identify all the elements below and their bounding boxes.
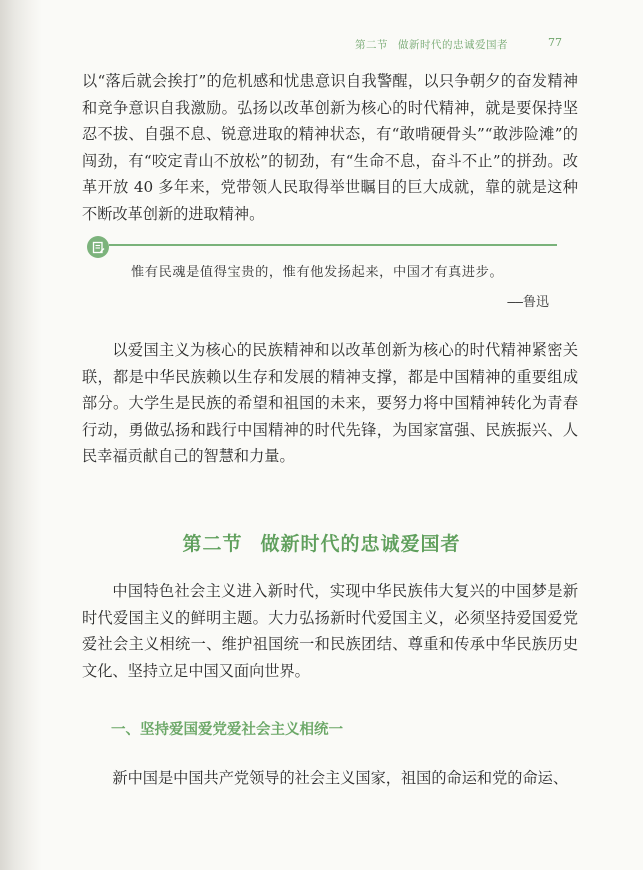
body-paragraph-3: 中国特色社会主义进入新时代，实现中华民族伟大复兴的中国梦是新时代爱国主义的鲜明主题。大力弘扬新时代爱国主义，必须坚持爱国爱党爱社会主义相统一、维护祖国统一和民族团结、尊重和传承中华民族历史文化、坚持立足中国又面向世界。 <box>82 582 578 680</box>
page-number: 77 <box>548 36 562 49</box>
subsection-title: 一、坚持爱国爱党爱社会主义相统一 <box>111 722 343 738</box>
section-number: 第二节 <box>182 533 243 555</box>
running-header <box>355 37 508 52</box>
quote-box <box>87 236 557 316</box>
quote-rule <box>109 244 557 246</box>
note-icon <box>87 236 109 258</box>
section-title-text: 做新时代的忠诚爱国者 <box>260 533 461 555</box>
body-paragraph-4: 新中国是中国共产党领导的社会主义国家，祖国的命运和党的命运、 <box>112 769 569 787</box>
running-header-title: 做新时代的忠诚爱国者 <box>398 39 508 51</box>
section-title <box>0 529 643 556</box>
body-paragraph-1: 以“落后就会挨打”的危机感和忧患意识自我警醒，以只争朝夕的奋发精神和竞争意识自我激励。弘扬以改革创新为核心的时代精神，就是要保持坚忍不拔、自强不息、锐意进取的精神状态，有“敢啃硬骨头”“敢涉险滩”的闯劲，有“咬定青山不放松”的韧劲，有“生命不息，奋斗不止”的拼劲。改革开放 40 多年来，党带领人民取得举世瞩目的巨大成就，靠的就是这种不断改革创新的进取精神。 <box>82 72 578 223</box>
book-spine-shadow <box>0 0 42 870</box>
quote-text: 惟有民魂是值得宝贵的，惟有他发扬起来，中国才有真进步。 <box>131 265 504 280</box>
body-paragraph-2: 以爱国主义为核心的民族精神和以改革创新为核心的时代精神紧密关联，都是中华民族赖以生存和发展的精神支撑，都是中国精神的重要组成部分。大学生是民族的希望和祖国的未来，要努力将中国精神转化为青春行动，勇做弘扬和践行中国精神的时代先锋，为国家富强、民族振兴、人民幸福贡献自己的智慧和力量。 <box>82 341 578 465</box>
running-header-section: 第二节 <box>355 39 388 51</box>
quote-author: ——鲁迅 <box>507 295 549 310</box>
